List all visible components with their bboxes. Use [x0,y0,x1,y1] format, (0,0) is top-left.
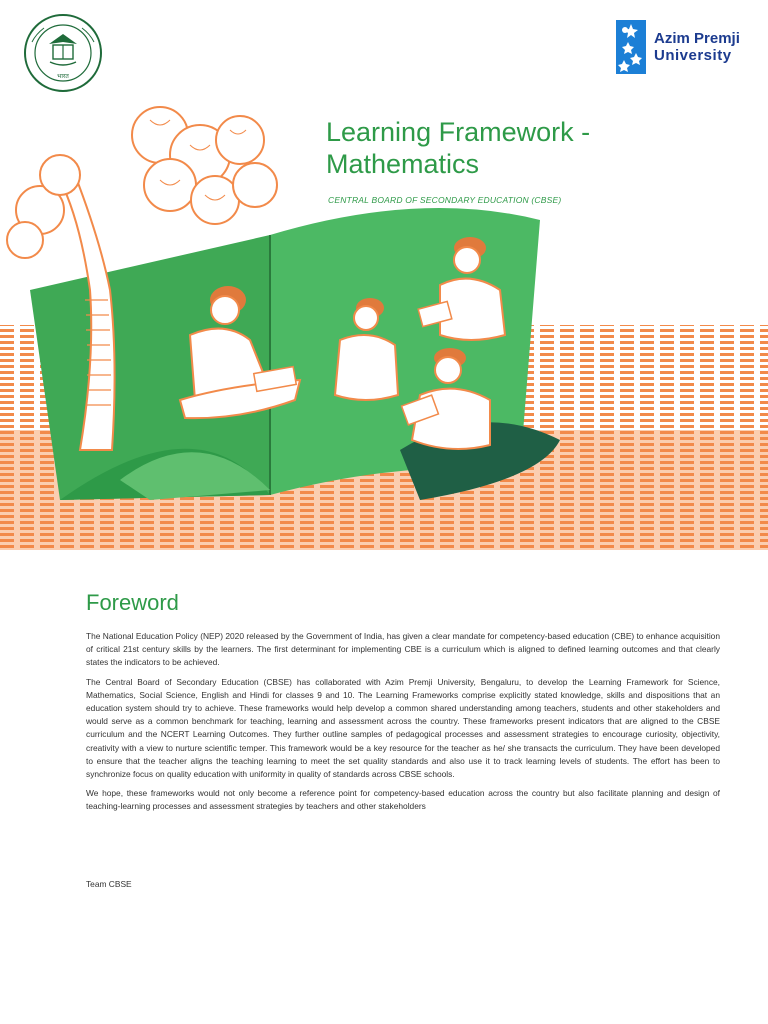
cover-title-line2: Mathematics [326,149,480,179]
foreword-body [86,630,720,820]
apu-logo-line1: Azim Premji [654,30,740,47]
cover-title [326,116,590,180]
apu-mark-icon [616,20,646,74]
cbse-emblem-icon [22,12,104,94]
cover-subtitle: CENTRAL BOARD OF SECONDARY EDUCATION (CBSE) [328,195,562,205]
foreword-heading: Foreword [86,590,179,615]
foreword-paragraph-3: We hope, these frameworks would not only become a reference point for competency-based education across the country but also facilitate planning and design of teaching-learning processes and assessment strategies by teachers and other stakeholders [86,788,720,812]
foreword-paragraph-2: The Central Board of Secondary Education (CBSE) has collaborated with Azim Premji University, Bengaluru, to develop the Learning Framework for Science, Mathematics, Social Science, English and Hindi for classes 9 and 10. The Learning Frameworks comprise explicitly stated knowledge, skills and dispositions that an education system should try to achieve. These frameworks would help develop a common shared understanding among teachers, students and other stakeholders and would serve as a common benchmark for teaching, learning and assessment across the country. These frameworks present indicators that are aligned to the CBSE curriculum and the NCERT Learning Outcomes. They further outline samples of pedagogical processes and assessment strategies to encourage curiosity, objectivity, creativity with a view to nurture scientific temper. This framework would be a key resource for the teacher as he/ she transacts the curriculum. They have been developed to ensure that the teacher aligns the teaching learning to meet the set quality standards and also use it to track learning levels of students. The effort has been to synchronize focus on quality education with uniformity in quality of standards across CBSE schools. [86,676,720,780]
foreword-signoff: Team CBSE [86,879,132,889]
foreword-paragraph-1: The National Education Policy (NEP) 2020 released by the Government of India, has given a clear mandate for competency-based education (CBE) to enhance acquisition of critical 21st century skills by the learners. The first determinant for implementing CBE is a curriculum which is aligned to defined learning outcomes and that clearly states the indicators to be achieved. [86,631,720,668]
cover-title-line1: Learning Framework - [326,117,591,147]
cbse-logo-caption: भारत [57,73,69,80]
apu-logo [616,20,746,76]
apu-logo-line2: University [654,47,732,64]
